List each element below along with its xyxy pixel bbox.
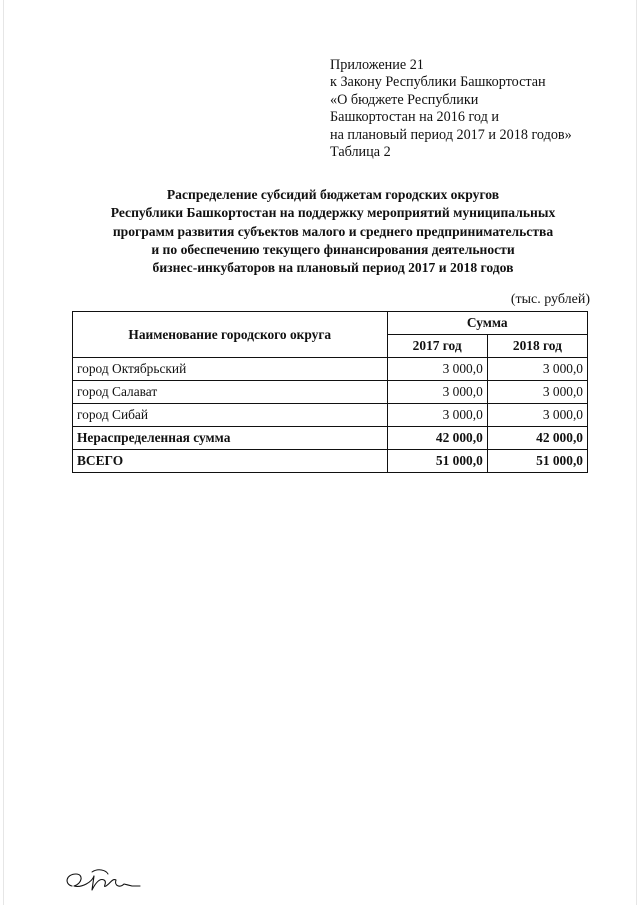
title-line: Распределение субсидий бюджетам городских округов [166,187,500,202]
table-row [73,358,588,381]
appendix-line: «О бюджете Республики [330,91,479,108]
year-2018-header: 2018 год [487,335,587,358]
amount-2018: 3 000,0 [487,404,587,427]
appendix-line: на плановый период 2017 и 2018 годов» [330,126,572,143]
amount-2018: 42 000,0 [487,427,587,450]
amount-2017: 3 000,0 [387,358,487,381]
title-line: программ развития субъектов малого и среднего предпринимательства [112,223,554,239]
table-number: Таблица 2 [330,144,391,161]
document-title [40,186,626,277]
signature-image [62,862,142,898]
appendix-line: Башкортостан на 2016 год и [330,109,499,126]
title-line: Республики Башкортостан на поддержку мероприятий муниципальных [110,205,556,221]
total-label: ВСЕГО [73,450,388,473]
appendix-header [330,57,630,161]
amount-2017: 3 000,0 [387,381,487,404]
subsidy-table [72,311,588,473]
district-name: город Салават [73,381,388,404]
amount-2017: 3 000,0 [387,404,487,427]
district-name: город Октябрьский [73,358,388,381]
amount-2017: 42 000,0 [387,427,487,450]
appendix-line: Приложение 21 [330,57,424,73]
district-name: город Сибай [73,404,388,427]
unallocated-label: Нераспределенная сумма [73,427,388,450]
title-line: и по обеспечению текущего финансирования деятельности [151,241,515,257]
scan-edge-left [3,0,4,905]
table-row-total [73,450,588,473]
name-column-header: Наименование городского округа [73,312,388,358]
amount-2018: 3 000,0 [487,358,587,381]
table-row-unallocated [73,427,588,450]
sum-column-header: Сумма [387,312,587,335]
year-2017-header: 2017 год [387,335,487,358]
table-row [73,404,588,427]
table-header-row [73,312,588,335]
total-2017: 51 000,0 [387,450,487,473]
title-line: бизнес-инкубаторов на плановый период 2017 и 2018 годов [152,260,514,276]
table-row [73,381,588,404]
total-2018: 51 000,0 [487,450,587,473]
amount-2018: 3 000,0 [487,381,587,404]
appendix-line: к Закону Республики Башкортостан [330,74,546,91]
scan-edge-right [636,0,637,905]
units-label: (тыс. рублей) [510,292,590,307]
